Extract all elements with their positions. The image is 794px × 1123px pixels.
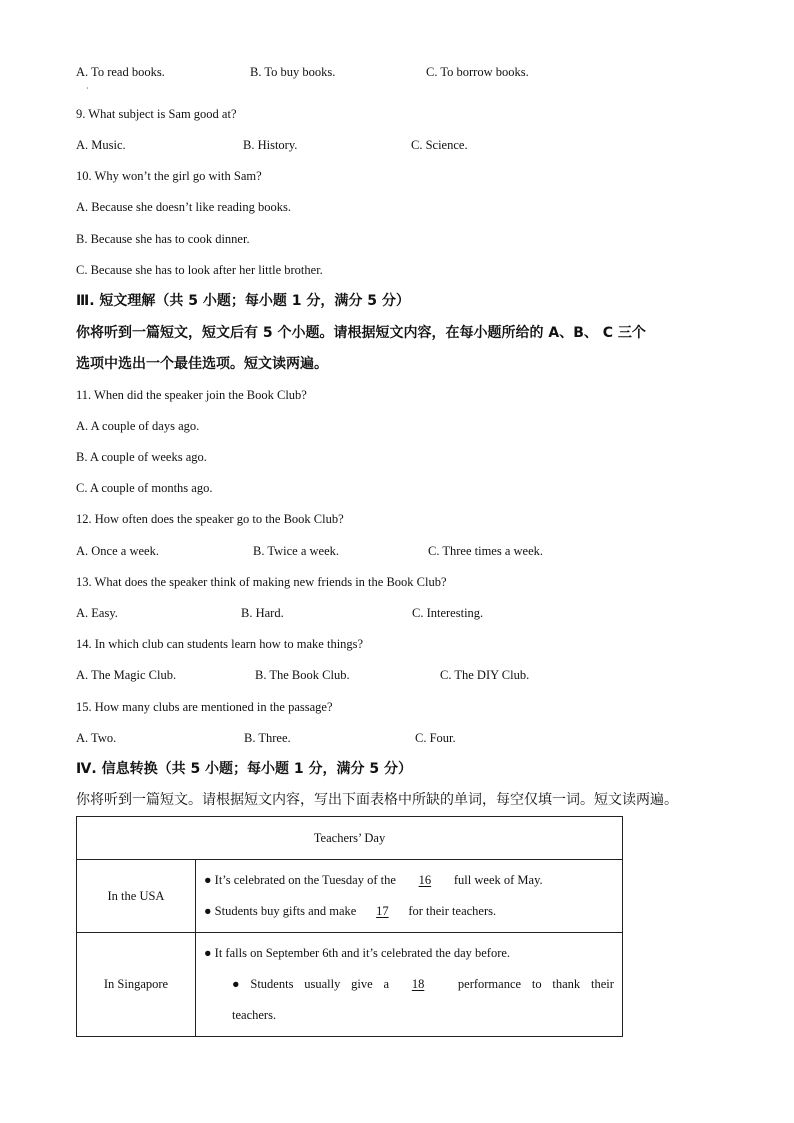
singapore-line-1: ● It falls on September 6th and it’s celebrated the day before. (204, 946, 511, 960)
word: performance (457, 977, 522, 991)
usa-line-2-tail: for their teachers. (408, 904, 497, 918)
country-cell-singapore: In Singapore (77, 933, 196, 1037)
q9-option-a: A. Music. (76, 138, 126, 152)
q12-option-a: A. Once a week. (76, 544, 159, 558)
singapore-line-2 (204, 969, 622, 1000)
q13-option-b: B. Hard. (241, 606, 284, 620)
word: a (383, 977, 390, 991)
usa-line-1-tail: full week of May. (453, 873, 543, 887)
blank-16: 16 (418, 873, 432, 887)
q14-option-a: A. The Magic Club. (76, 668, 177, 682)
word-with-blank (384, 969, 448, 1000)
word: their (591, 977, 614, 991)
section-4-instruction: 你将听到一篇短文。请根据短文内容，写出下面表格中所缺的单词，每空仅填一词。短文读两遍。 (76, 792, 678, 808)
usa-line-2 (204, 896, 622, 927)
stray-dot: · (86, 84, 89, 93)
word: Students (250, 977, 294, 991)
blank-18: 18 (411, 977, 425, 991)
table-row (77, 860, 623, 933)
bullet: ● (232, 977, 240, 991)
q12-question: 12. How often does the speaker go to the Book Club? (76, 512, 344, 526)
blank-17: 17 (376, 904, 389, 918)
word: to (531, 977, 542, 991)
table-title: Teachers’ Day (77, 817, 623, 860)
section-3-instruction-2: 选项中选出一个最佳选项。短文读两遍。 (76, 356, 328, 372)
q13-option-a: A. Easy. (76, 606, 118, 620)
q10-option-b: B. Because she has to cook dinner. (76, 232, 250, 246)
q15-option-b: B. Three. (244, 731, 291, 745)
q14-option-b: B. The Book Club. (255, 668, 350, 682)
q10-question: 10. Why won’t the girl go with Sam? (76, 169, 262, 183)
q15-option-c: C. Four. (415, 731, 456, 745)
usa-line-1-text: ● It’s celebrated on the Tuesday of the (204, 873, 396, 887)
q15-option-a: A. Two. (76, 731, 117, 745)
q10-option-c: C. Because she has to look after her little brother. (76, 263, 323, 277)
q11-question: 11. When did the speaker join the Book Club? (76, 388, 307, 402)
usa-line-2-text: ● Students buy gifts and make (204, 904, 357, 918)
q10-option-a: A. Because she doesn’t like reading books. (76, 200, 291, 214)
q8-option-b: B. To buy books. (250, 65, 336, 79)
details-cell-usa (196, 860, 623, 933)
q9-option-c: C. Science. (411, 138, 468, 152)
q13-question: 13. What does the speaker think of making new friends in the Book Club? (76, 575, 447, 589)
q11-option-a: A. A couple of days ago. (76, 419, 200, 433)
q12-option-b: B. Twice a week. (253, 544, 340, 558)
q9-question: 9. What subject is Sam good at? (76, 107, 237, 121)
details-cell-singapore (196, 933, 623, 1037)
word: thank (552, 977, 581, 991)
usa-line-1 (204, 865, 622, 896)
q9-option-b: B. History. (243, 138, 298, 152)
q11-option-c: C. A couple of months ago. (76, 481, 213, 495)
q13-option-c: C. Interesting. (412, 606, 484, 620)
q8-option-a: A. To read books. (76, 65, 165, 79)
q8-option-c: C. To borrow books. (426, 65, 529, 79)
q12-option-c: C. Three times a week. (428, 544, 544, 558)
q15-question: 15. How many clubs are mentioned in the passage? (76, 700, 333, 714)
table-row (77, 933, 623, 1037)
q14-question: 14. In which club can students learn how to make things? (76, 637, 364, 651)
q11-option-b: B. A couple of weeks ago. (76, 450, 207, 464)
q14-option-c: C. The DIY Club. (440, 668, 530, 682)
section-3-heading: Ⅲ. 短文理解（共 5 小题；每小题 1 分，满分 5 分） (76, 293, 410, 309)
section-4-heading: Ⅳ. 信息转换（共 5 小题；每小题 1 分，满分 5 分） (76, 761, 413, 777)
word: usually (304, 977, 341, 991)
singapore-line-3: teachers. (232, 1008, 277, 1022)
teachers-day-table (76, 816, 623, 1037)
country-cell-usa: In the USA (77, 860, 196, 933)
word: give (351, 977, 373, 991)
section-3-instruction-1: 你将听到一篇短文，短文后有 5 个小题。请根据短文内容，在每小题所给的 A、B、 C 三个 (76, 325, 646, 341)
